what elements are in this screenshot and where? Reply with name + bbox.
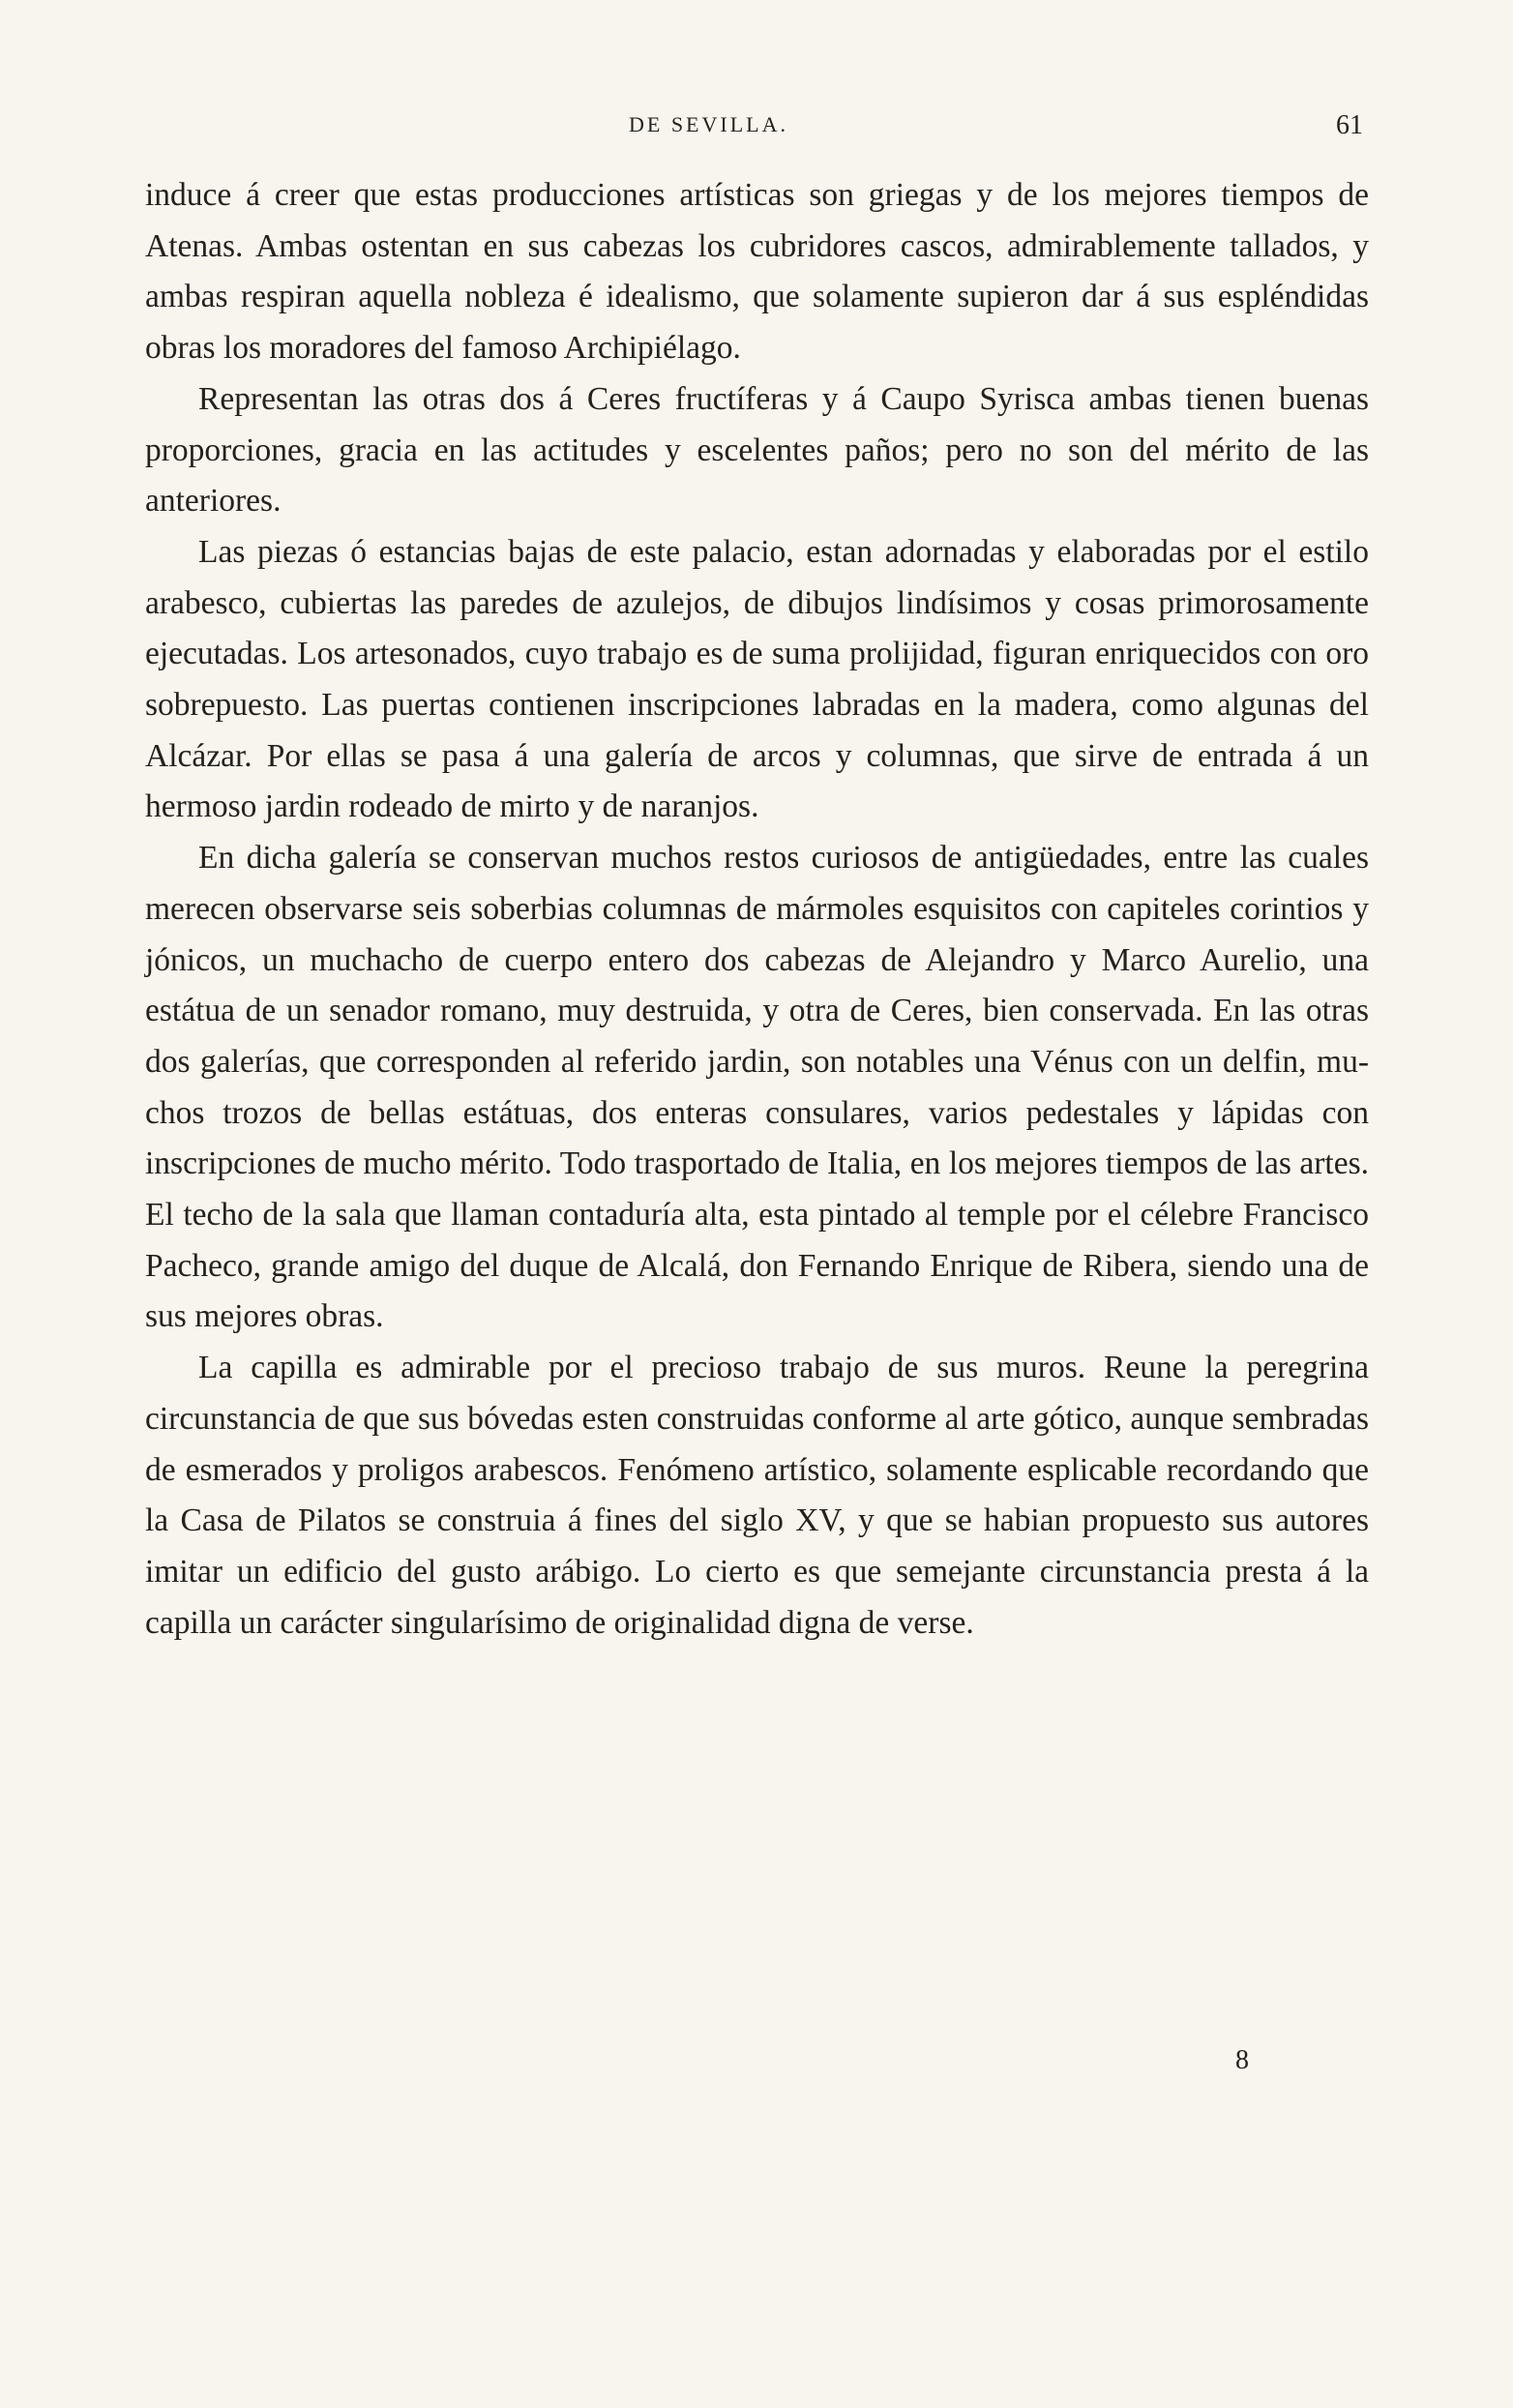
paragraph-4: En dicha galería se conservan muchos restos curiosos de antigüedades, entre las cuales merecen observarse seis soberbias columnas de mármoles esquisitos con capiteles corintios y jónicos, un muchacho de cuerpo entero dos cabezas de Alejandro y Marco Aurelio, una estátua de un senador romano, muy destruida, y otra de Ceres, bien conservada. En las otras dos galerías, que corresponden al referido jardin, son notables una Vénus con un delfin, muchos trozos de bellas estátuas, dos enteras consulares, varios pedestales y lápidas con inscripciones de mucho mérito. Todo trasportado de Italia, en los mejores tiempos de las artes. El techo de la sala que llaman contaduría alta, esta pintado al temple por el célebre Francisco Pacheco, grande amigo del duque de Alcalá, don Fernando Enrique de Ribera, siendo una de sus mejores obras. (145, 840, 1369, 1335)
paragraph-2: Representan las otras dos á Ceres fructíferas y á Caupo Syrisca ambas tienen buenas proporciones, gracia en las actitudes y escelentes paños; pero no son del mérito de las anteriores. (145, 380, 1369, 520)
page-number: 61 (1336, 110, 1363, 140)
paragraph-5: La capilla es admirable por el precioso trabajo de sus muros. Reune la peregrina circunstancia de que sus bóvedas esten construidas conforme al arte gótico, aunque sembradas de esmerados y proligos arabescos. Fenómeno artístico, solamente esplicable recordando que la Casa de Pilatos se construia á fines del siglo XV, y que se habian propuesto sus autores imitar un edificio del gusto arábigo. Lo cierto es que semejante circunstancia presta á la capilla un carácter singularísimo de originalidad digna de verse. (145, 1350, 1369, 1641)
signature-mark: 8 (1235, 2045, 1249, 2075)
running-head: DE SEVILLA. (629, 112, 788, 136)
paragraph-1: induce á creer que estas producciones artísticas son griegas y de los mejores tiempos de Atenas. Ambas ostentan en sus cabezas los cubridores cascos, admirablemente tallados, y ambas respiran aquella nobleza é idealismo, que solamente supieron dar á sus espléndidas obras los moradores del famoso Archipiélago. (145, 177, 1369, 367)
paragraph-3: Las piezas ó estancias bajas de este palacio, estan adornadas y elaboradas por el estilo arabesco, cubiertas las paredes de azulejos, de dibujos lindísimos y cosas primorosamente ejecutadas. Los artesonados, cuyo trabajo es de suma prolijidad, figuran enriquecidos con oro sobrepuesto. Las puertas contienen inscripciones labradas en la madera, como algunas del Alcázar. Por ellas se pasa á una galería de arcos y columnas, que sirve de entrada á un hermoso jardin rodeado de mirto y de naranjos. (145, 533, 1369, 825)
body-text (145, 170, 1369, 1649)
